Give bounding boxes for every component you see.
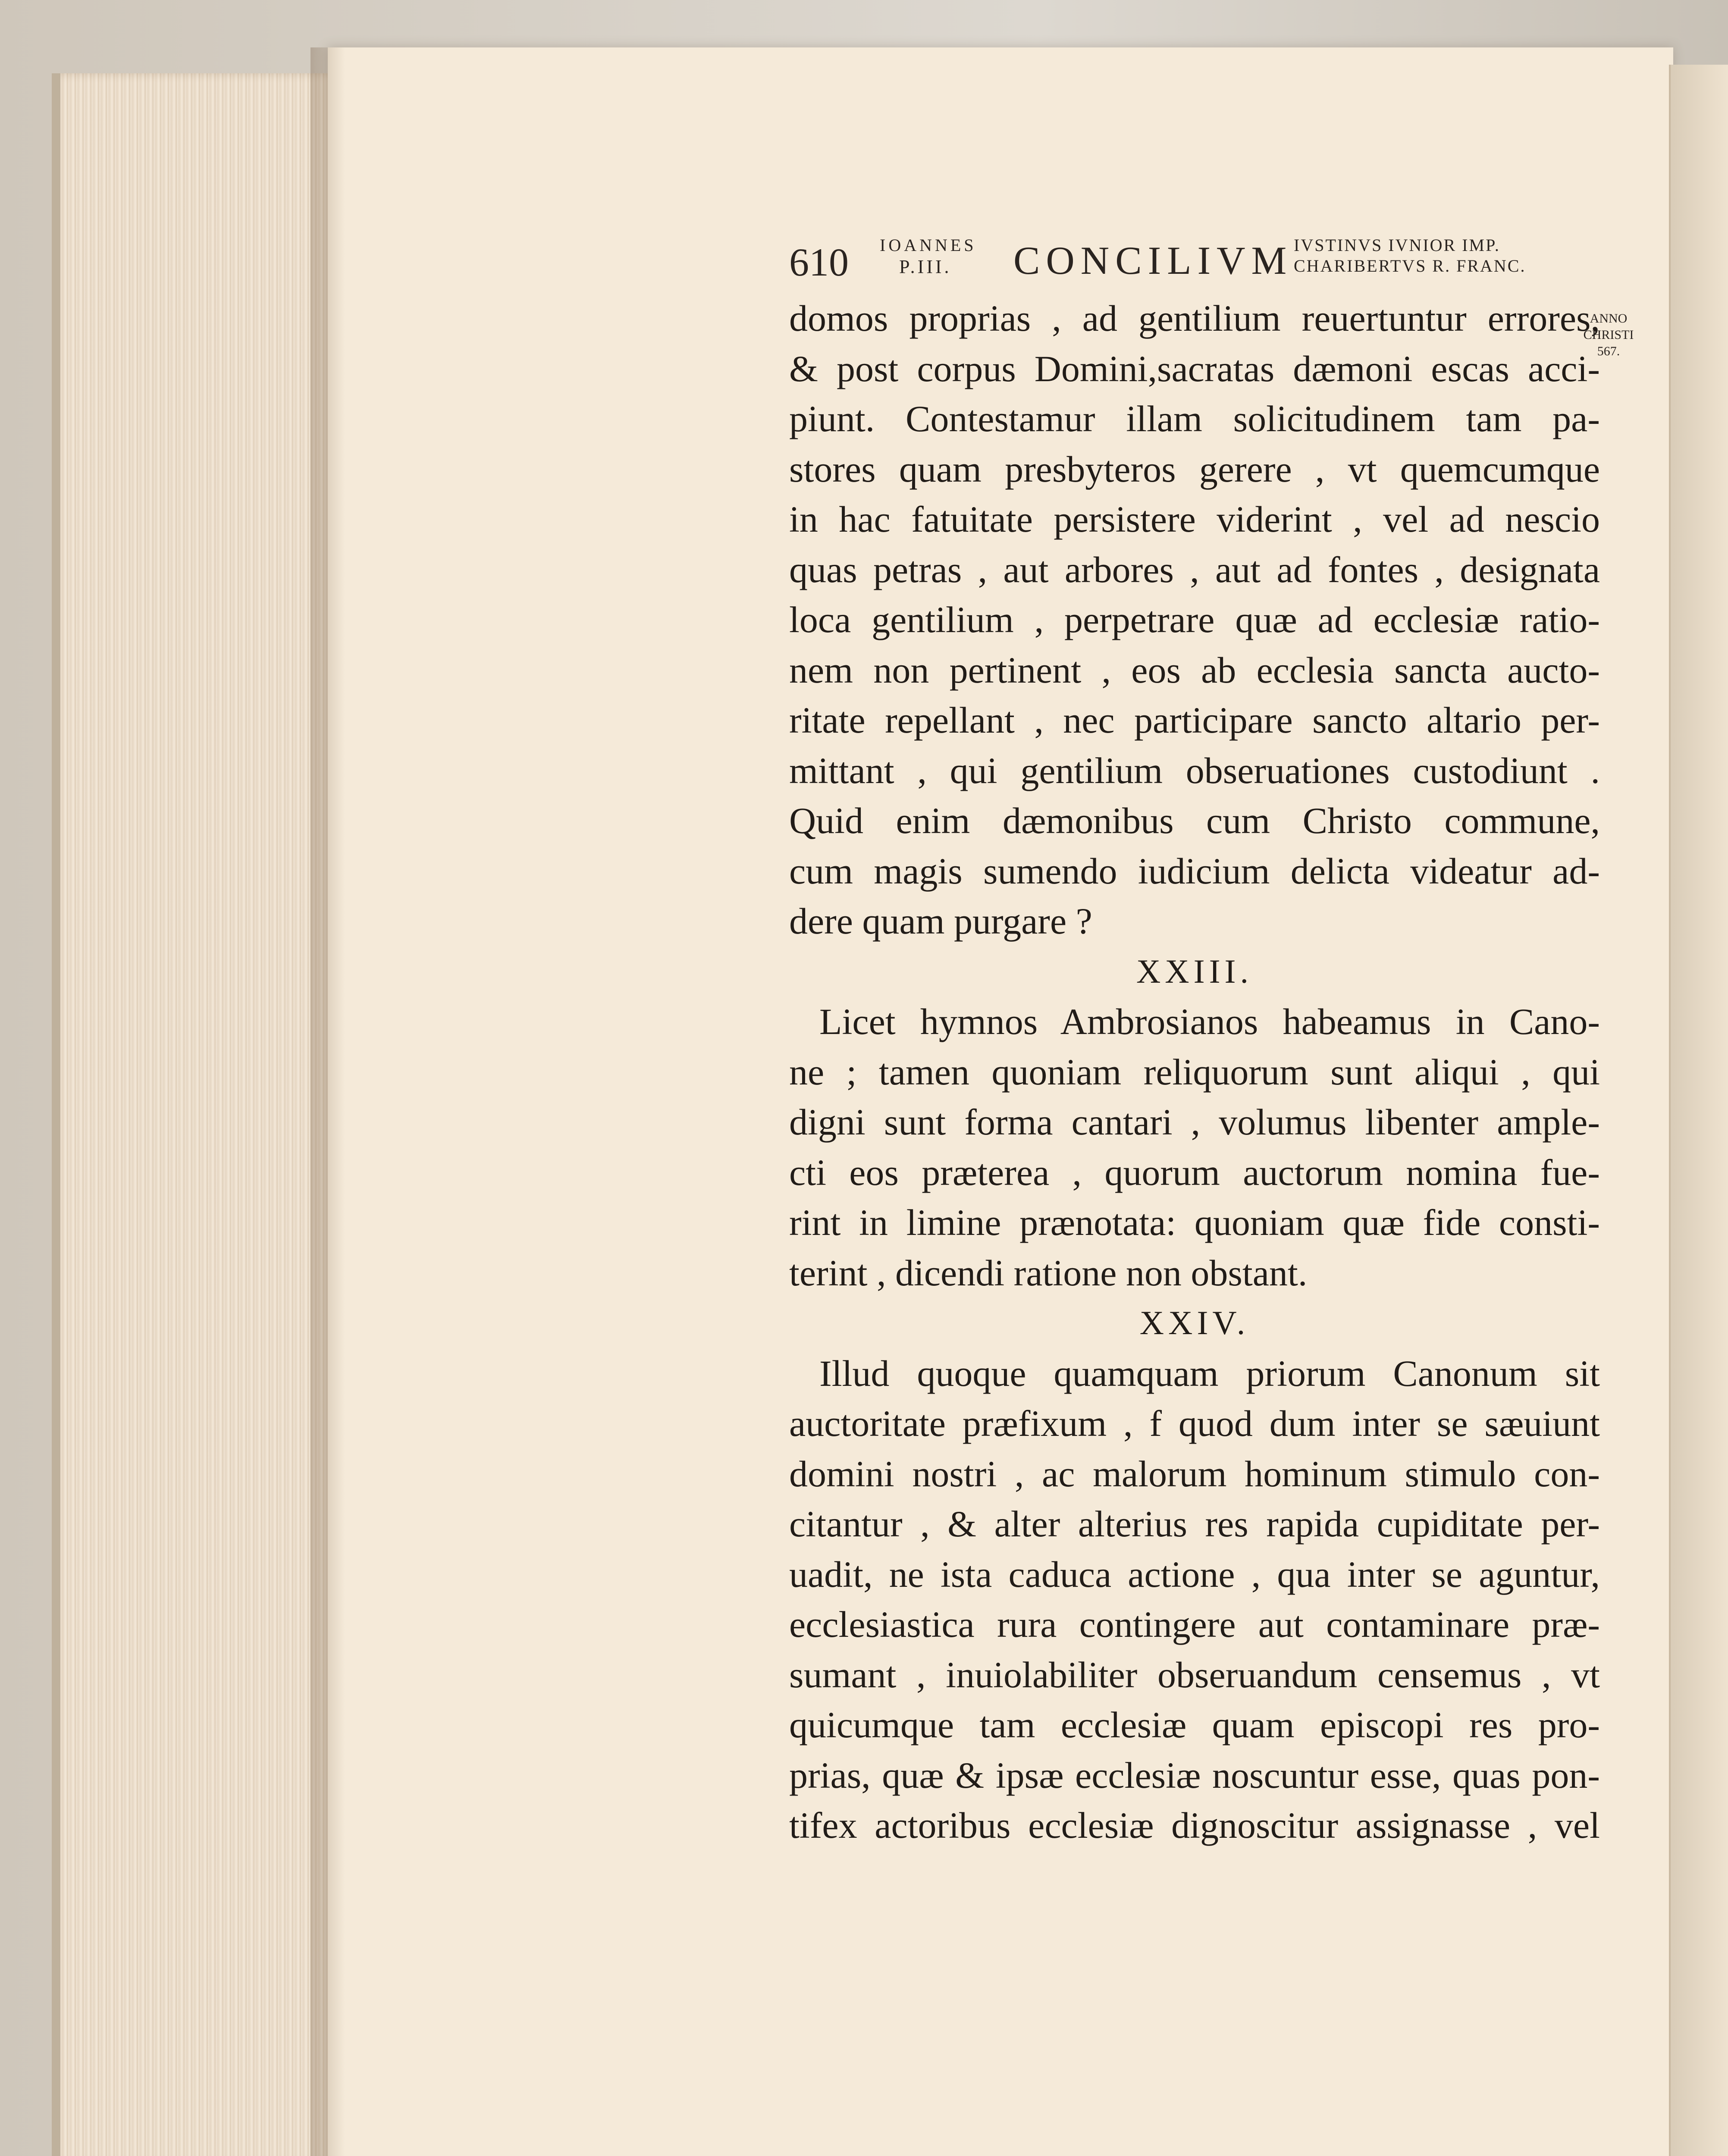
text-line: piunt. Contestamur illam solicitudinem tam pa- (789, 398, 1600, 439)
margin-note-line: CHRISTI (1583, 328, 1634, 342)
body-text (789, 293, 1600, 1851)
text-line: rint in limine prænotata: quoniam quæ fide consti- (789, 1202, 1600, 1243)
header-emperor: IVSTINVS IVNIOR IMP. (1294, 235, 1500, 255)
margin-note-line: 567. (1597, 344, 1620, 358)
text-line: Quid enim dæmonibus cum Christo commune, (789, 800, 1600, 841)
text-line: quas petras , aut arbores , aut ad fontes , designata (789, 548, 1600, 590)
text-line: auctoritate præfixum , f quod dum inter se sæuiunt (789, 1403, 1600, 1444)
text-line: tifex actoribus ecclesiæ dignoscitur assignasse , vel (789, 1805, 1600, 1846)
margin-note-line: ANNO (1590, 311, 1628, 326)
canon-heading-xxiv: XXIV. (1139, 1304, 1250, 1341)
text-line: domos proprias , ad gentilium reuertuntur errores, (789, 298, 1600, 339)
text-line: prias, quæ & ipsæ ecclesiæ noscuntur esse, quas pon- (789, 1754, 1600, 1796)
header-pope-number: P.III. (899, 256, 952, 277)
spine-shadow (310, 47, 345, 2156)
header-king: CHARIBERTVS R. FRANC. (1294, 256, 1526, 276)
running-header (789, 235, 1548, 282)
book-page-edges (52, 73, 336, 2156)
text-line: terint , dicendi ratione non obstant. (789, 1252, 1308, 1294)
text-line: loca gentilium , perpetrare quæ ad ecclesiæ ratio- (789, 599, 1600, 640)
text-line: nem non pertinent , eos ab ecclesia sancta aucto- (789, 649, 1600, 691)
text-line: sumant , inuiolabiliter obseruandum censemus , vt (789, 1654, 1600, 1695)
text-line: ritate repellant , nec participare sancto altario per- (789, 699, 1600, 741)
text-line: in hac fatuitate persistere viderint , vel ad nescio (789, 498, 1600, 540)
text-line: dere quam purgare ? (789, 900, 1092, 942)
text-line: Illud quoque quamquam priorum Canonum sit (819, 1352, 1600, 1394)
header-pope-name: IOANNES (880, 235, 977, 255)
text-line: quicumque tam ecclesiæ quam episcopi res pro- (789, 1704, 1600, 1745)
text-line: ecclesiastica rura contingere aut contaminare præ- (789, 1604, 1600, 1645)
text-line: uadit, ne ista caduca actione , qua inter se aguntur, (789, 1553, 1600, 1595)
text-line: stores quam presbyteros gerere , vt quemcumque (789, 448, 1600, 490)
text-line: digni sunt forma cantari , volumus libenter ample- (789, 1101, 1600, 1143)
canon-heading-xxiii: XXIII. (1136, 952, 1253, 990)
text-line: & post corpus Domini,sacratas dæmoni escas acci- (789, 348, 1600, 389)
text-line: domini nostri , ac malorum hominum stimulo con- (789, 1453, 1600, 1495)
header-title: CONCILIVM (1013, 238, 1293, 282)
text-line: ne ; tamen quoniam reliquorum sunt aliqui , qui (789, 1051, 1600, 1093)
text-line: cti eos præterea , quorum auctorum nomina fue- (789, 1151, 1600, 1193)
page-number: 610 (789, 240, 849, 284)
text-line: cum magis sumendo iudicium delicta videatur ad- (789, 850, 1600, 892)
facing-page-edge (1669, 65, 1728, 2156)
text-line: Licet hymnos Ambrosianos habeamus in Cano- (819, 1001, 1600, 1042)
text-line: mittant , qui gentilium obseruationes custodiunt . (789, 749, 1600, 791)
text-line: citantur , & alter alterius res rapida cupiditate per- (789, 1503, 1600, 1545)
